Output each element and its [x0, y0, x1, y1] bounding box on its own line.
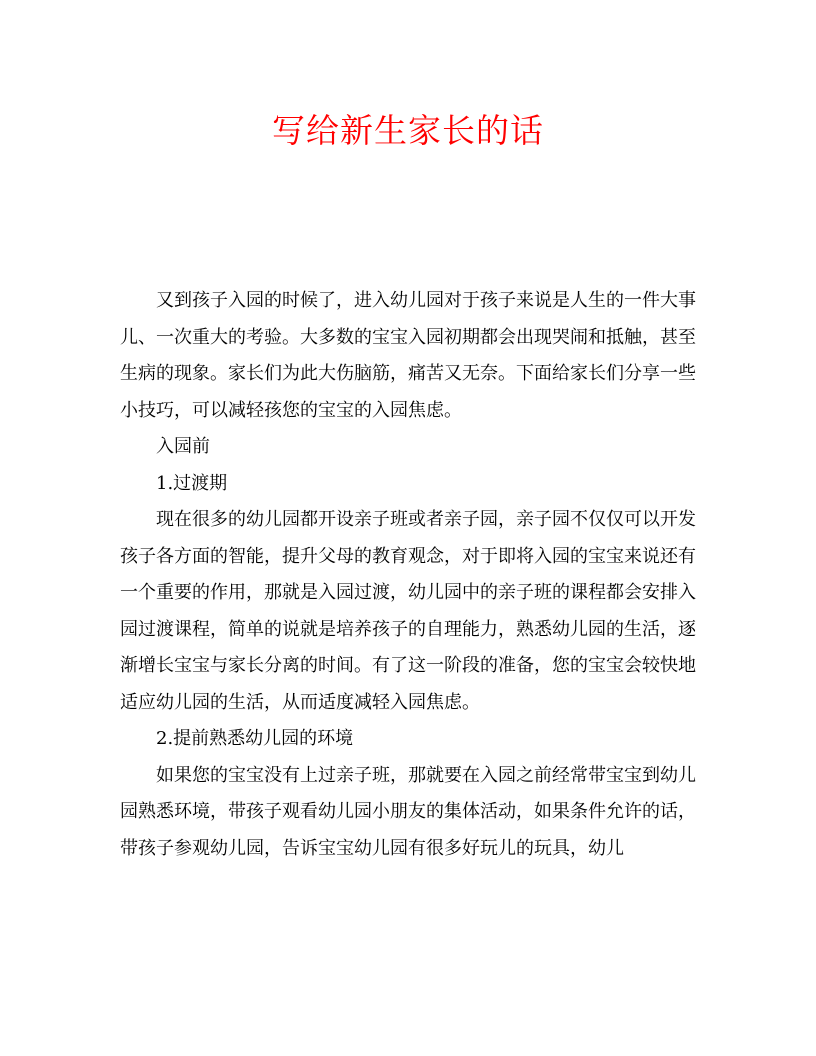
paragraph-intro: 又到孩子入园的时候了，进入幼儿园对于孩子来说是人生的一件大事儿、一次重大的考验。大多数的宝宝入园初期都会出现哭闹和抵触，甚至生病的现象。家长们为此大伤脑筋，痛苦又无奈。下面给家长们分享一些小技巧，可以减轻孩您的宝宝的入园焦虑。 [120, 290, 696, 421]
subheading-transition-period: 1.过渡期 [156, 472, 228, 494]
section-heading-before-enrollment: 入园前 [156, 436, 210, 457]
subheading-familiarize-environment: 2.提前熟悉幼儿园的环境 [156, 728, 354, 749]
paragraph-transition-period: 现在很多的幼儿园都开设亲子班或者亲子园，亲子园不仅仅可以开发孩子各方面的智能，提升父母的教育观念，对于即将入园的宝宝来说还有一个重要的作用，那就是入园过渡，幼儿园中的亲子班的课程都会安排入园过渡课程，简单的说就是培养孩子的自理能力，熟悉幼儿园的生活，逐渐增长宝宝与家长分离的时间。有了这一阶段的准备，您的宝宝会较快地适应幼儿园的生活，从而适度减轻入园焦虑。 [120, 509, 696, 713]
document-title: 写给新生家长的话 [272, 111, 544, 150]
document-body [120, 283, 696, 867]
paragraph-familiarize-environment: 如果您的宝宝没有上过亲子班，那就要在入园之前经常带宝宝到幼儿园熟悉环境，带孩子观看幼儿园小朋友的集体活动，如果条件允许的话，带孩子参观幼儿园，告诉宝宝幼儿园有很多好玩儿的玩具，幼儿 [120, 764, 696, 859]
